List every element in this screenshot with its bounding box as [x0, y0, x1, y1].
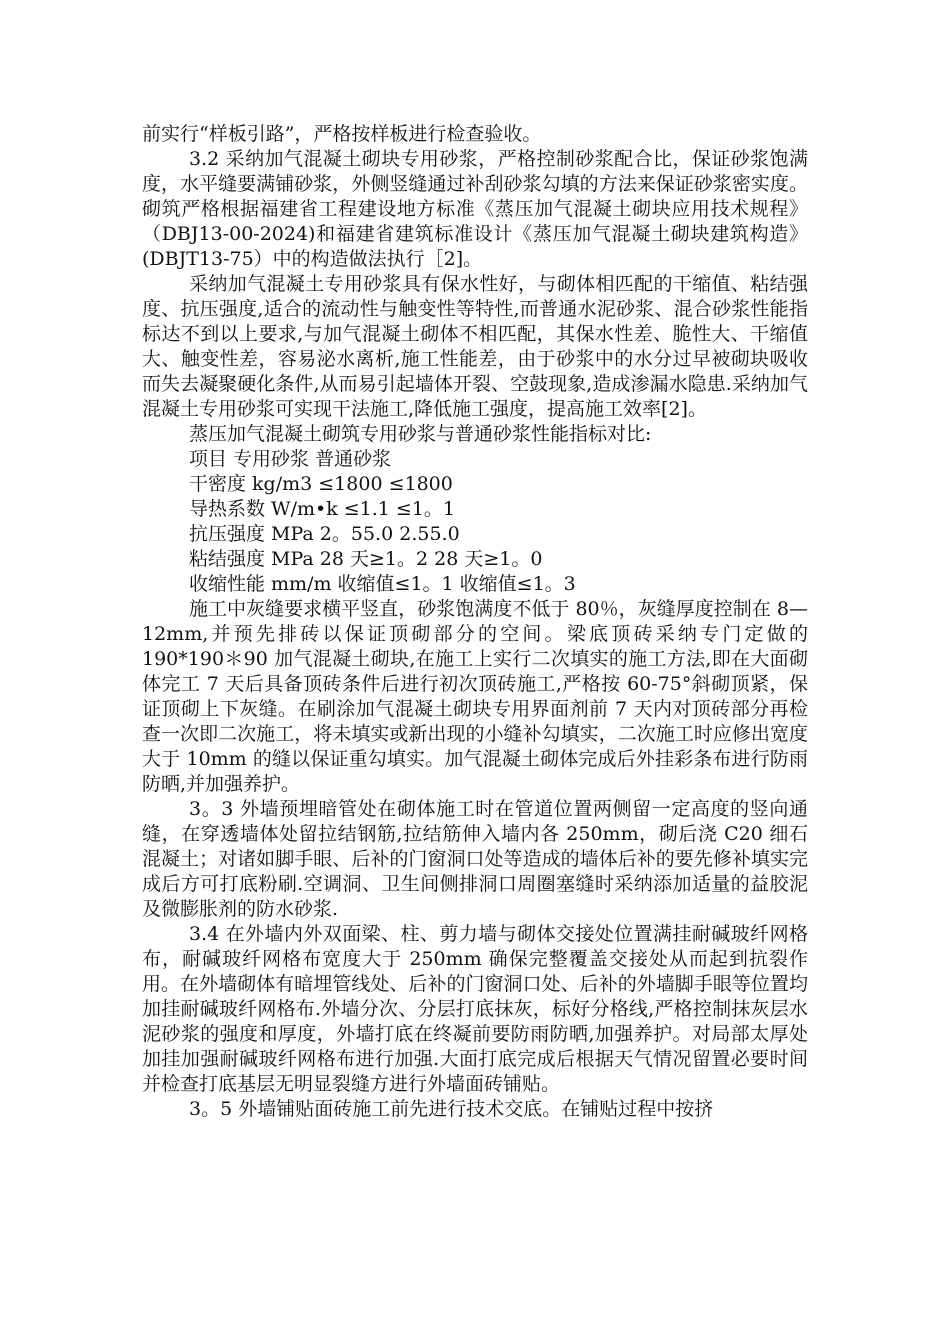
paragraph-continuation: 前实行“样板引路”，严格按样板进行检查验收。: [142, 123, 542, 145]
document-page: [142, 122, 808, 1122]
paragraph-mortar-joints: 施工中灰缝要求横平竖直，砂浆饱满度不低于 80％，灰缝厚度控制在 8— 12mm,并预先排砖以保证顶砌部分的空间。梁底顶砖采纳专门定做的 190*190＊90 加气混凝土砌块,在施工上实行二次填实的施工方法,即在大面砌体完工 7 天后具备顶砖条件后进行初次顶砖施工,严格按 60-75°斜砌顶紧，保证顶砌上下灰缝。在刷涂加气混凝土砌块专用界面剂前 7 天内对顶砖部分再检查一次即二次施工，将未填实或新出现的小缝补勾填实，二次施工时应修出宽度大于 10mm 的缝以保证重勾填实。加气混凝土砌体完成后外挂彩条布进行防雨防晒,并加强养护。: [142, 598, 808, 795]
paragraph-3-2-mortar: 3.2 采纳加气混凝土砌块专用砂浆，严格控制砂浆配合比，保证砂浆饱满度，水平缝要满铺砂浆，外侧竖缝通过补刮砂浆勾填的方法来保证砂浆密实度。砌筑严格根据福建省工程建设地方标准《蒸压加气混凝土砌块应用技术规程》（DBJ13-00-2024)和福建省建筑标准设计《蒸压加气混凝土砌块建筑构造》(DBJT13-75）中的构造做法执行［2]。: [142, 148, 808, 270]
table-row: 干密度 kg/m3 ≤1800 ≤1800: [189, 473, 453, 495]
table-row: 粘结强度 MPa 28 天≥1。2 28 天≥1。0: [189, 548, 543, 570]
table-intro: 蒸压加气混凝土砌筑专用砂浆与普通砂浆性能指标对比:: [189, 423, 652, 445]
table-row: 收缩性能 mm/m 收缩值≤1。1 收缩值≤1。3: [189, 573, 576, 595]
paragraph-mortar-properties: 采纳加气混凝土专用砂浆具有保水性好，与砌体相匹配的干缩值、粘结强度、抗压强度,适合的流动性与触变性等特性,而普通水泥砂浆、混合砂浆性能指标达不到以上要求,与加气混凝土砌体不相匹配，其保水性差、脆性大、干缩值大、触变性差，容易泌水离析,施工性能差，由于砂浆中的水分过早被砌块吸收而失去凝聚硬化条件,从而易引起墙体开裂、空鼓现象,造成渗漏水隐患.采纳加气混凝土专用砂浆可实现干法施工,降低施工强度，提高施工效率[2]。: [142, 273, 808, 420]
paragraph-3-5-tiles: 3。5 外墙铺贴面砖施工前先进行技术交底。在铺贴过程中按挤: [189, 1098, 714, 1120]
paragraph-3-3-embedded-pipes: 3。3 外墙预埋暗管处在砌体施工时在管道位置两侧留一定高度的竖向通缝，在穿透墙体处留拉结钢筋,拉结筋伸入墙内各 250mm，砌后浇 C20 细石混凝土；对诸如脚手眼、后补的门窗洞口处等造成的墙体后补的要先修补填实完成后方可打底粉刷.空调洞、卫生间侧排洞口周圈塞缝时采纳添加适量的益胶泥及微膨胀剂的防水砂浆.: [142, 798, 808, 920]
paragraph-3-4-mesh: 3.4 在外墙内外双面梁、柱、剪力墙与砌体交接处位置满挂耐碱玻纤网格布，耐碱玻纤网格布宽度大于 250mm 确保完整覆盖交接处从而起到抗裂作用。在外墙砌体有暗埋管线处、后补的门窗洞口处、后补的外墙脚手眼等位置均加挂耐碱玻纤网格布.外墙分次、分层打底抹灰，标好分格线,严格控制抹灰层水泥砂浆的强度和厚度，外墙打底在终凝前要防雨防晒,加强养护。对局部太厚处加挂加强耐碱玻纤网格布进行加强.大面打底完成后根据天气情况留置必要时间并检查打底基层无明显裂缝方进行外墙面砖铺贴。: [142, 923, 808, 1095]
table-row: 项目 专用砂浆 普通砂浆: [189, 448, 392, 470]
table-row: 抗压强度 MPa 2。55.0 2.55.0: [189, 523, 460, 545]
table-row: 导热系数 W/m•k ≤1.1 ≤1。1: [189, 498, 456, 520]
comparison-table: [142, 447, 808, 597]
